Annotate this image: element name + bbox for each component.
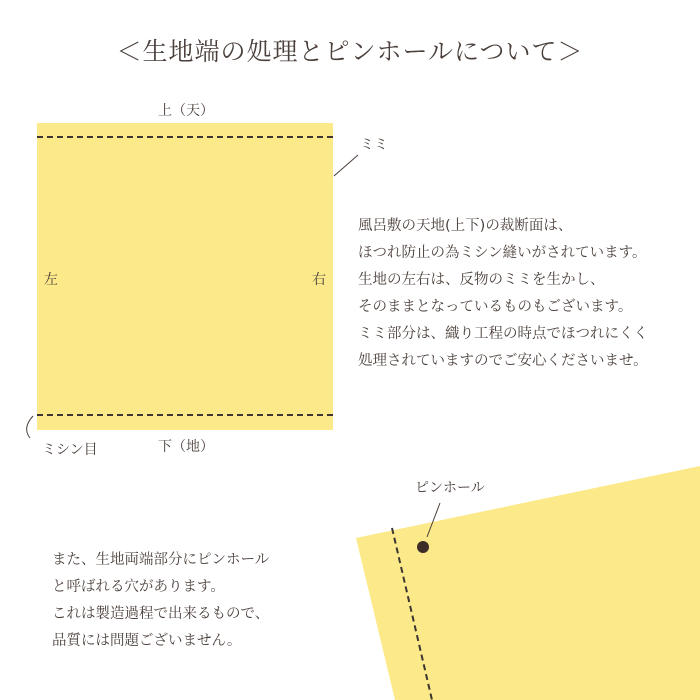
explanation-paragraph — [358, 213, 648, 375]
explanation-line: ミミ部分は、織り工程の時点でほつれにくく — [358, 326, 648, 342]
pinhole-line: 品質には問題ございません。 — [52, 633, 242, 649]
bottom-label: 下（地） — [158, 439, 214, 455]
explanation-line: 風呂敷の天地(上下)の裁断面は、 — [358, 218, 573, 234]
pinhole-line: また、生地両端部分にピンホール — [52, 552, 270, 568]
selvage-leader-line — [334, 155, 358, 176]
page-title: ＜生地端の処理とピンホールについて＞ — [116, 37, 584, 66]
pinhole-label: ピンホール — [415, 480, 485, 496]
pinhole-line: これは製造過程で出来るもので、 — [52, 606, 270, 622]
stitch-leader-line — [27, 416, 33, 438]
left-label: 左 — [44, 272, 58, 288]
pinhole-dot — [417, 541, 429, 553]
explanation-line: 生地の左右は、反物のミミを生かし、 — [358, 272, 605, 288]
top-label: 上（天） — [158, 103, 214, 119]
pinhole-line: と呼ばれる穴があります。 — [52, 579, 225, 595]
tilted-fabric — [356, 466, 700, 700]
selvage-label: ミミ — [360, 137, 388, 153]
explanation-line: そのままとなっているものもございます。 — [358, 299, 633, 315]
right-label: 右 — [312, 272, 326, 288]
pinhole-paragraph — [52, 547, 269, 655]
explanation-line: ほつれ防止の為ミシン縫いがされています。 — [358, 245, 647, 261]
stitch-label: ミシン目 — [42, 442, 98, 458]
explanation-line: 処理されていますのでご安心くださいませ。 — [358, 353, 648, 369]
